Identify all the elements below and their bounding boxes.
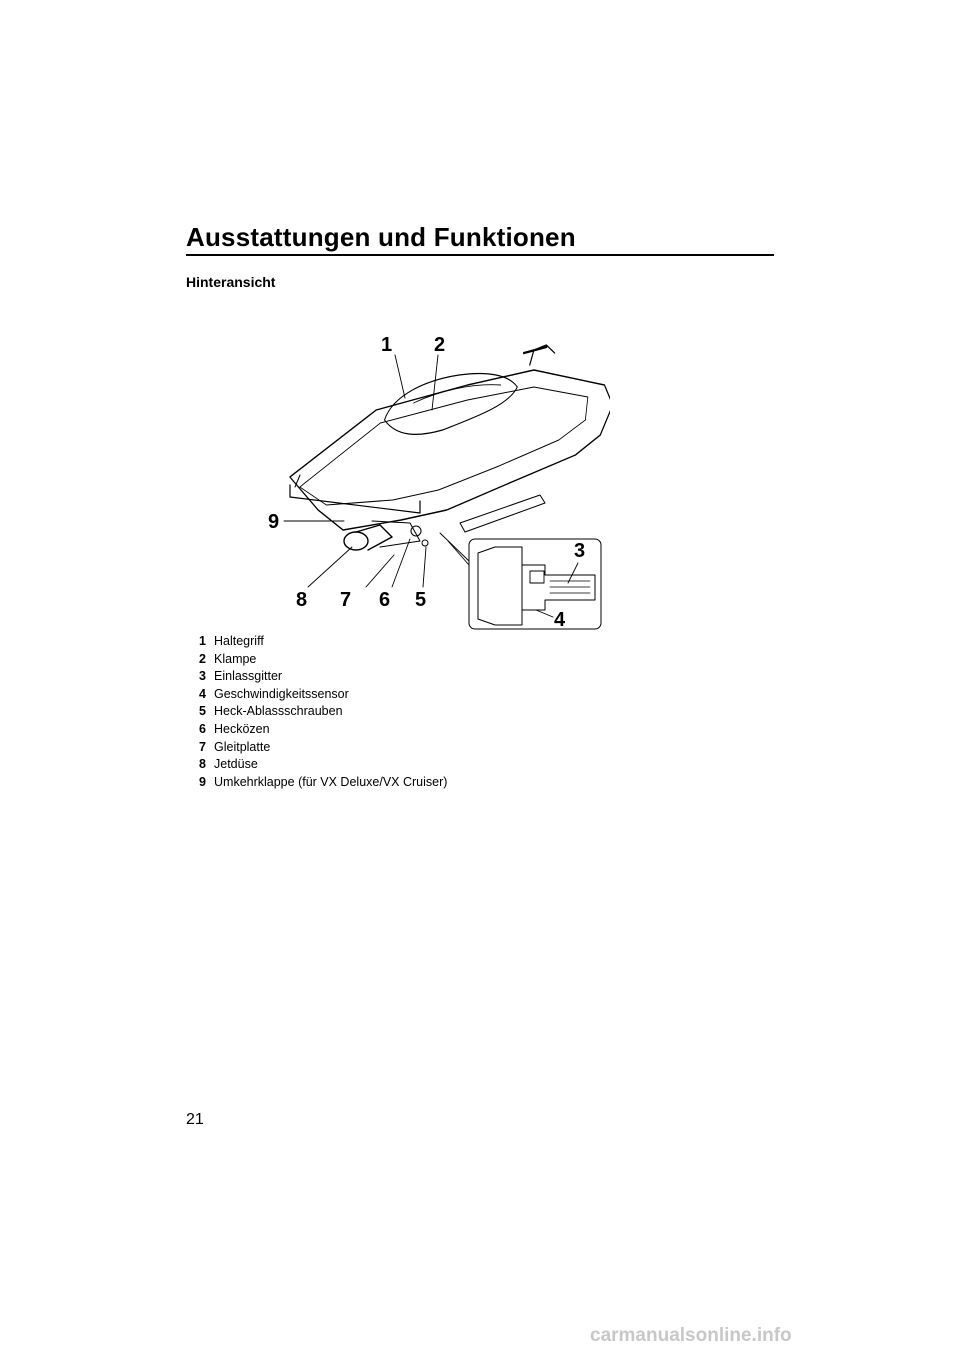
legend-number: 4 <box>199 686 206 701</box>
hull-outline <box>290 370 610 530</box>
callout-1: 1 <box>381 334 393 356</box>
legend-label: Haltegriff <box>214 634 264 648</box>
callout-4: 4 <box>554 609 566 631</box>
callout-6: 6 <box>379 589 391 611</box>
callout-9: 9 <box>268 511 280 533</box>
legend-label: Einlassgitter <box>214 669 283 684</box>
section-heading: Hinteransicht <box>186 274 276 290</box>
callout-2: 2 <box>434 334 446 356</box>
legend-label: Geschwindigkeitssensor <box>214 686 349 701</box>
watercraft-rear-view-illustration <box>260 325 610 637</box>
callout-7: 7 <box>340 589 352 611</box>
callout-5: 5 <box>415 589 427 611</box>
legend-item <box>199 686 447 704</box>
legend-item <box>199 774 447 792</box>
page-title: Ausstattungen und Funktionen <box>186 222 576 252</box>
legend-label: Klampe <box>214 651 257 666</box>
watermark: carmanualsonline.info <box>590 1325 792 1346</box>
legend-item <box>199 703 447 721</box>
legend-label: Umkehrklappe (für VX Deluxe/VX Cruiser) <box>214 774 448 789</box>
legend-number: 3 <box>199 669 206 684</box>
legend-item <box>199 756 447 774</box>
legend-label: Jetdüse <box>214 757 258 772</box>
legend-number: 2 <box>199 651 206 666</box>
legend-number: 9 <box>199 774 206 789</box>
legend-label: Heck-Ablassschrauben <box>214 704 343 719</box>
title-divider <box>186 254 774 256</box>
legend-number: 6 <box>199 721 206 736</box>
callout-8: 8 <box>296 589 308 611</box>
legend-number: 8 <box>199 757 206 772</box>
legend-label: Gleitplatte <box>214 739 271 754</box>
jet-nozzle-shape <box>344 532 368 550</box>
legend-item <box>199 651 447 669</box>
legend-number: 1 <box>199 634 206 648</box>
page-number: 21 <box>186 1111 204 1128</box>
legend-item <box>199 721 447 739</box>
legend-item <box>199 633 447 651</box>
legend-number: 7 <box>199 739 206 754</box>
callout-3: 3 <box>574 540 586 562</box>
legend-label: Hecközen <box>214 721 270 736</box>
legend-item <box>199 739 447 757</box>
parts-legend <box>199 633 447 791</box>
legend-number: 5 <box>199 704 206 719</box>
legend-item <box>199 668 447 686</box>
